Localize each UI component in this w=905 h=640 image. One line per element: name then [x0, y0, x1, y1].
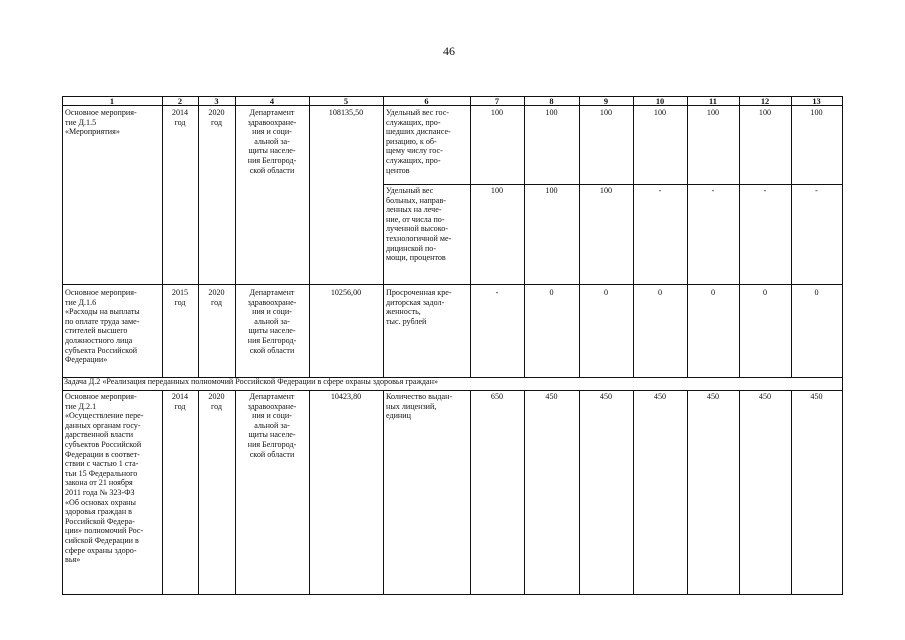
activity-name: Основное мероприя- тие Д.1.5 «Мероприятия» — [65, 108, 137, 137]
indicator-name: Удельный вес гос- служащих, про- шедших диспансе- ризацию, к об- щему числу гос- служащих, про- центов — [386, 108, 451, 175]
indicator-value: - — [763, 186, 767, 195]
column-header: 1 — [109, 97, 115, 106]
indicator-value: 0 — [814, 288, 819, 297]
start-year: 2015 год — [171, 288, 189, 307]
col-divider — [383, 96, 384, 377]
funding-amount: 10256,00 — [330, 288, 362, 297]
indicator-value: 450 — [545, 392, 558, 401]
col-divider — [579, 96, 580, 377]
col-divider — [579, 390, 580, 595]
indicator-value: 100 — [545, 186, 558, 195]
indicator-value: 0 — [657, 288, 663, 297]
col-divider — [470, 390, 471, 595]
indicator-value: 450 — [810, 392, 823, 401]
indicator-value: - — [815, 186, 818, 195]
column-header: 8 — [549, 97, 554, 106]
activity-name: Основное мероприя- тие Д.2.1 «Осуществление пере- данных органам госу- дарственной власти субъектов Российской Федерации в соответ- ствии с частью 1 ста- тьи 15 Федерального закона от 21 ноября 2011 года № 323-ФЗ «Об основах охраны здоровья граждан в Российской Федера- ции» полномочий Рос- сийской Федерации в сфере охраны здоро- вья» — [65, 392, 144, 565]
program-activities-table — [62, 96, 843, 595]
end-year: 2020 год — [208, 108, 225, 127]
col-divider — [162, 96, 163, 377]
indicator-value: 0 — [710, 288, 716, 297]
col-divider — [470, 96, 471, 377]
column-header: 9 — [603, 97, 609, 106]
page-number: 46 — [443, 44, 455, 58]
col-divider — [524, 390, 525, 595]
executor: Департамент здравоохране- ния и соци- альной за- щиты населе- ния Белгород- ской области — [247, 392, 297, 459]
column-header: 3 — [214, 97, 219, 106]
col-divider — [739, 96, 740, 377]
col-divider — [162, 390, 163, 595]
indicator-value: 100 — [706, 108, 720, 117]
col-divider — [198, 390, 199, 595]
column-header: 10 — [655, 97, 665, 106]
executor: Департамент здравоохране- ния и соци- альной за- щиты населе- ния Белгород- ской области — [247, 288, 297, 355]
indicator-value: 100 — [599, 186, 613, 195]
column-header: 7 — [494, 97, 500, 106]
indicator-value: 450 — [653, 392, 667, 401]
indicator-value: 100 — [490, 186, 504, 195]
col-divider — [687, 96, 688, 377]
indicator-name: Просроченная кре- диторская задол- женность, тыс. рублей — [386, 288, 452, 326]
indicator-value: 450 — [706, 392, 720, 401]
column-header: 13 — [812, 97, 821, 106]
indicator-value: - — [495, 288, 499, 297]
col-divider — [739, 390, 740, 595]
column-header: 6 — [424, 97, 429, 106]
col-divider — [633, 390, 634, 595]
indicator-divider — [383, 184, 843, 185]
col-divider — [309, 390, 310, 595]
indicator-value: 100 — [599, 108, 613, 117]
row-divider — [62, 390, 843, 391]
indicator-value: 450 — [599, 392, 613, 401]
indicator-value: 650 — [490, 392, 504, 401]
task-row: Задача Д.2 «Реализация переданных полномочий Российской Федерации в сфере охраны здоровья граждан» — [64, 377, 439, 386]
column-header: 12 — [760, 97, 770, 106]
indicator-value: 100 — [545, 108, 558, 117]
indicator-value: 0 — [762, 288, 768, 297]
col-divider — [791, 390, 792, 595]
table-border-bottom — [62, 594, 843, 595]
end-year: 2020 год — [208, 288, 225, 307]
indicator-value: 100 — [490, 108, 504, 117]
col-divider — [383, 390, 384, 595]
funding-amount: 10423,80 — [330, 392, 362, 401]
executor: Департамент здравоохране- ния и соци- альной за- щиты населе- ния Белгород- ской области — [247, 108, 297, 175]
indicator-value: 100 — [810, 108, 823, 117]
column-header: 5 — [343, 97, 349, 106]
activity-name: Основное мероприя- тие Д.1.6 «Расходы на выплаты по оплате труда заме- стителей высшего должностного лица субъекта Российской Федерации» — [65, 288, 140, 365]
indicator-value: 0 — [549, 288, 554, 297]
indicator-value: 100 — [758, 108, 772, 117]
col-divider — [633, 96, 634, 377]
row-divider — [62, 284, 843, 285]
indicator-value: - — [711, 186, 715, 195]
start-year: 2014 год — [171, 392, 189, 411]
table-border-right — [842, 96, 843, 595]
indicator-value: - — [658, 186, 662, 195]
end-year: 2020 год — [208, 392, 225, 411]
funding-amount: 108135,50 — [328, 108, 364, 117]
column-header: 11 — [709, 97, 717, 106]
col-divider — [198, 96, 199, 377]
indicator-value: 450 — [758, 392, 772, 401]
table-border-left — [62, 96, 63, 595]
column-header: 2 — [177, 97, 183, 106]
indicator-value: 0 — [603, 288, 609, 297]
indicator-value: 100 — [653, 108, 667, 117]
indicator-name: Удельный вес больных, направ- ленных на лече- ние, от числа по- лученной высоко- технологичной ме- дицинской по- мощи, процентов — [386, 186, 452, 263]
col-divider — [524, 96, 525, 377]
indicator-name: Количество выдан- ных лицензий, единиц — [386, 392, 453, 421]
column-header: 4 — [269, 97, 275, 106]
col-divider — [687, 390, 688, 595]
start-year: 2014 год — [171, 108, 189, 127]
col-divider — [791, 96, 792, 377]
col-divider — [309, 96, 310, 377]
